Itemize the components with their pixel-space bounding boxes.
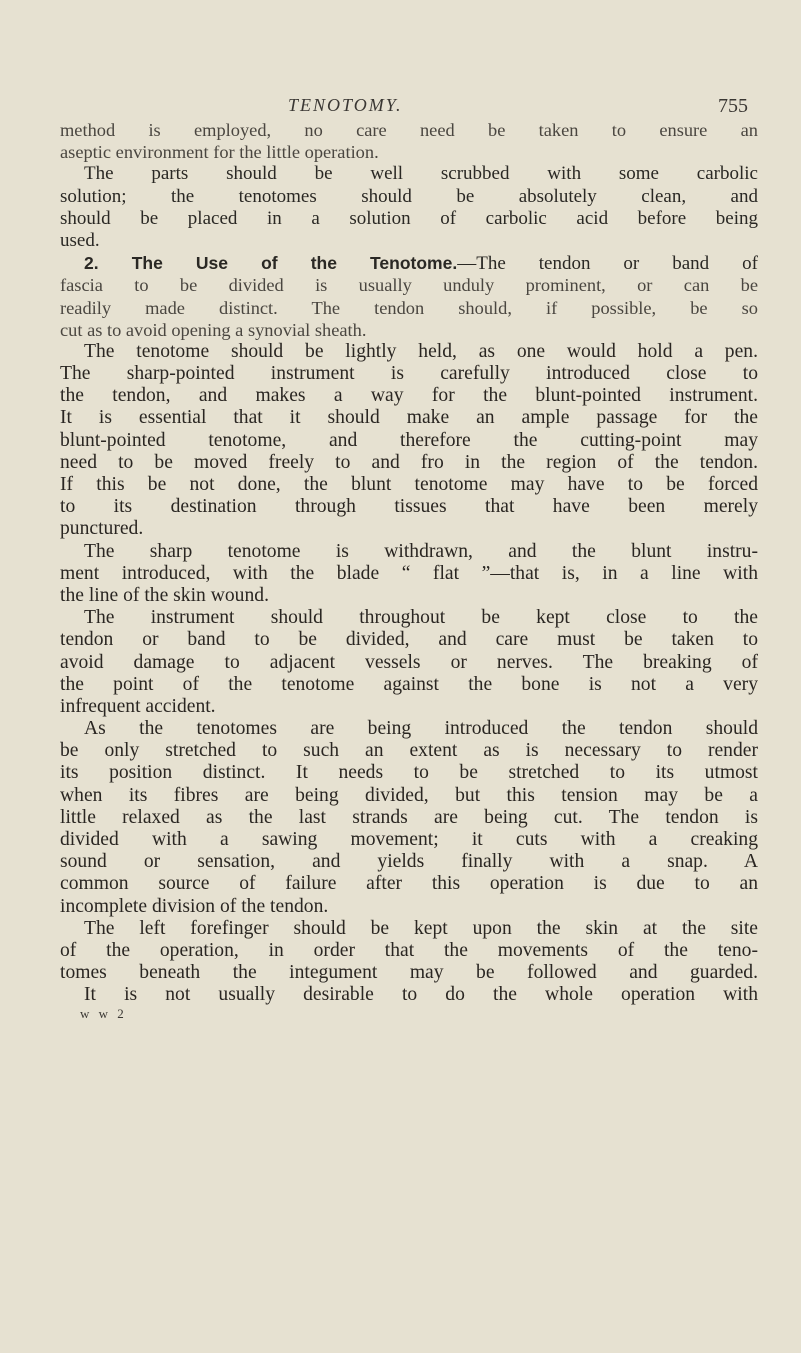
text-line: The left forefinger should be kept upon the skin at the site [84,917,758,939]
text-line: punctured. [60,518,144,540]
text-line: fascia to be divided is usually unduly prominent, or can be [60,275,758,296]
text-line: If this be not done, the blunt tenotome may have to be forced [60,474,758,495]
text-line: As the tenotomes are being introduced the tendon should [84,718,758,740]
text-line-fragment: —The tendon or band of [457,253,758,275]
text-line: blunt-pointed tenotome, and therefore the cutting-point may [60,429,758,451]
section-heading-line [60,252,758,274]
text-line: the point of the tenotome against the bone is not a very [60,673,758,695]
text-line: It is essential that it should make an ample passage for the [60,407,758,429]
text-line: The sharp-pointed instrument is carefully introduced close to [60,363,758,385]
text-line: divided with a sawing movement; it cuts with a creaking [60,829,758,850]
text-line: when its fibres are being divided, but this tension may be a [60,784,758,806]
text-line: used. [60,229,100,251]
text-line: of the operation, in order that the movements of the teno- [60,939,758,961]
text-line: The parts should be well scrubbed with some carbolic [84,163,758,185]
text-line: method is employed, no care need be taken to ensure an [60,120,758,140]
running-title: TENOTOMY. [288,95,403,115]
text-line: need to be moved freely to and fro in the region of the tendon. [60,451,758,473]
text-line: common source of failure after this operation is due to an [60,873,758,895]
text-line: aseptic environment for the little operation. [60,142,379,163]
text-line: The sharp tenotome is withdrawn, and the blunt instru- [84,540,758,562]
text-line: should be placed in a solution of carbolic acid before being [60,207,758,229]
section-heading: 2. The Use of the Tenotome. [84,253,458,274]
text-line: the tendon, and makes a way for the blunt-pointed instrument. [60,385,758,407]
text-line: to its destination through tissues that have been merely [60,496,758,518]
text-line: readily made distinct. The tendon should, if possible, be so [60,297,758,318]
text-line: avoid damage to adjacent vessels or nerves. The breaking of [60,651,758,673]
text-line: The tenotome should be lightly held, as one would hold a pen. [84,340,758,362]
text-line: little relaxed as the last strands are being cut. The tendon is [60,806,758,828]
page-number: 755 [718,95,748,117]
text-line: its position distinct. It needs to be stretched to its utmost [60,762,758,784]
text-line: The instrument should throughout be kept close to the [84,607,758,629]
signature-mark: w w 2 [80,1005,127,1021]
body-text [60,119,758,1021]
text-line: cut as to avoid opening a synovial sheath. [60,319,367,340]
text-line: infrequent accident. [60,695,216,717]
text-line: the line of the skin wound. [60,584,269,606]
text-line: solution; the tenotomes should be absolutely clean, and [60,185,758,207]
text-line: incomplete division of the tendon. [60,895,329,917]
text-line: be only stretched to such an extent as is necessary to render [60,740,758,762]
text-line: tendon or band to be divided, and care must be taken to [60,629,758,651]
text-line: ment introduced, with the blade “ flat ”—that is, in a line with [60,562,758,584]
text-line: It is not usually desirable to do the whole operation with [84,984,758,1006]
text-line: sound or sensation, and yields finally with a snap. A [60,851,758,873]
text-line: tomes beneath the integument may be followed and guarded. [60,962,758,984]
